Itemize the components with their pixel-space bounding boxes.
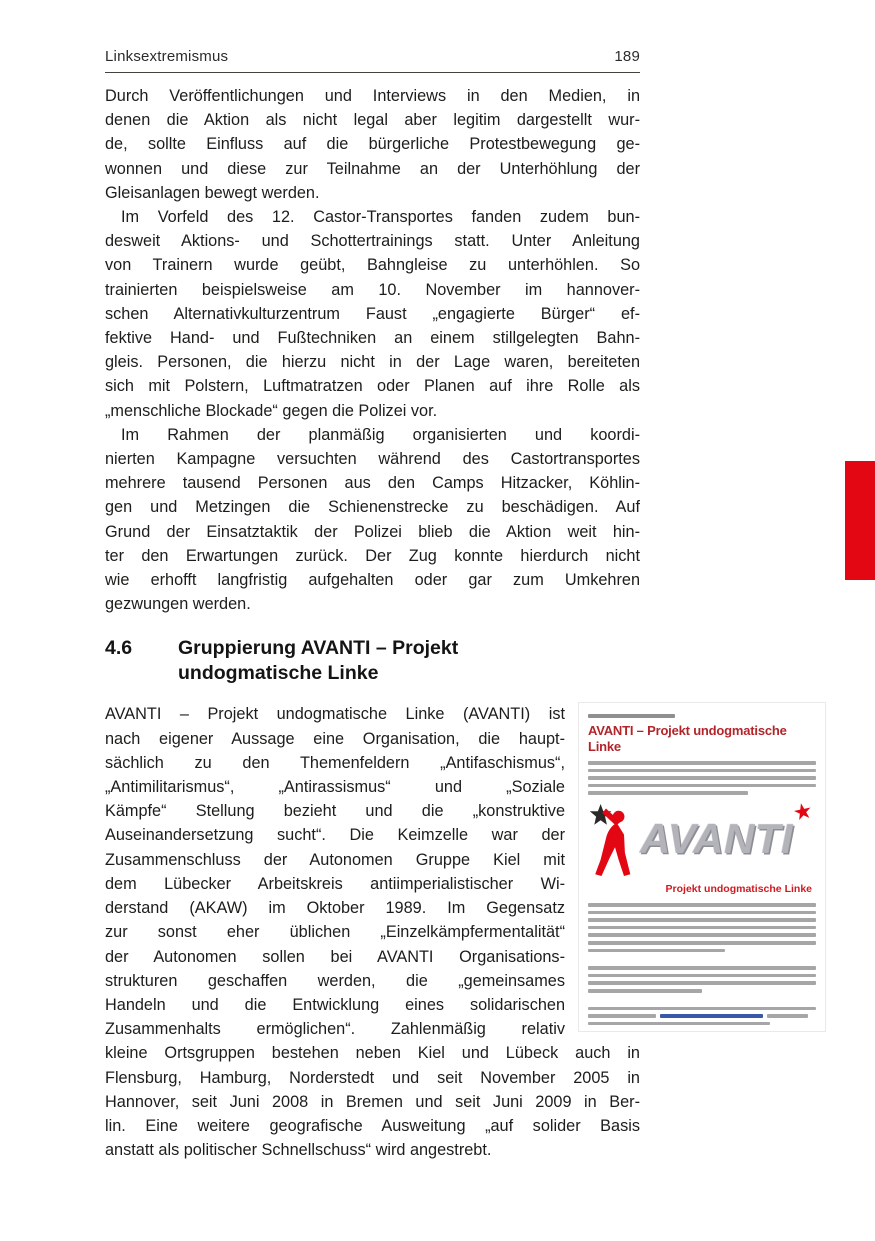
figure-logo-caption: Projekt undogmatische Linke [665, 883, 812, 896]
figure-text-line-placeholder [588, 1014, 816, 1018]
figure-text-line-placeholder [588, 791, 748, 795]
body-paragraph [105, 205, 640, 423]
figure-text-segment [588, 1014, 656, 1018]
text-line: gen und Metzingen die Schienenstrecke zu beschädigen. Auf [105, 498, 640, 517]
text-line: Flensburg, Hamburg, Norderstedt und seit November 2005 in [105, 1068, 640, 1087]
figure-text-line-placeholder [588, 966, 816, 970]
page-number: 189 [614, 48, 640, 65]
figure-text-line-placeholder [588, 981, 816, 985]
figure-link-placeholder [660, 1014, 763, 1018]
avanti-section [105, 702, 826, 1041]
text-line: schen Alternativkulturzentrum Faust „engagierte Bürger“ ef- [105, 304, 640, 323]
text-line: „menschliche Blockade“ gegen die Polizei vor. [105, 401, 438, 420]
text-line: ter den Erwartungen zurück. Der Zug konnte hierdurch nicht [105, 546, 640, 565]
text-line: Auseinandersetzung sucht“. Die Keimzelle war der [105, 826, 565, 845]
figure-paragraph-gap [588, 956, 816, 962]
figure-text-line-placeholder [588, 933, 816, 937]
figure-text-line-placeholder [588, 714, 675, 718]
figure-text-segment [767, 1014, 808, 1018]
section-number: 4.6 [105, 637, 133, 660]
text-line: lin. Eine weitere geografische Ausweitung „auf solider Basis [105, 1116, 640, 1135]
figure-text-line-placeholder [588, 989, 702, 993]
text-line: Zusammenschluss der Autonomen Gruppe Kiel mit [105, 850, 565, 869]
text-line: Hannover, seit Juni 2008 in Bremen und seit Juni 2009 in Ber- [105, 1092, 640, 1111]
text-line: AVANTI – Projekt undogmatische Linke (AVANTI) ist [105, 705, 565, 724]
text-line: Im Rahmen der planmäßig organisierten und koordi- [121, 425, 640, 444]
text-line: gezwungen werden. [105, 595, 251, 614]
text-line: wonnen und diese zur Teilnahme an der Unterhöhlung der [105, 159, 640, 178]
text-line: der Autonomen sollen bei AVANTI Organisations- [105, 947, 565, 966]
text-line: de, sollte Einfluss auf die bürgerliche Protestbewegung ge- [105, 135, 640, 154]
text-line: mehrere tausend Personen aus den Camps Hitzacker, Köhlin- [105, 474, 640, 493]
figure-text-line-placeholder [588, 926, 816, 930]
text-line: Kämpfe“ Stellung bezieht und die „konstruktive [105, 802, 565, 821]
text-line: zur sonst eher üblichen „Einzelkämpfermentalität“ [105, 923, 565, 942]
figure-text-line-placeholder [588, 784, 816, 788]
section-title-line: Gruppierung AVANTI – Projekt [178, 637, 459, 660]
text-line: anstatt als politischer Schnellschuss“ wird angestrebt. [105, 1141, 492, 1160]
text-line: Grund der Einsatztaktik der Polizei blieb die Aktion weit hin- [105, 522, 640, 541]
text-line: kleine Ortsgruppen bestehen neben Kiel und Lübeck auch in [105, 1044, 640, 1063]
body-paragraph [105, 423, 640, 617]
text-line: trainierten beispielsweise am 10. November im hannover- [105, 280, 640, 299]
section-heading [105, 636, 826, 686]
body-paragraph [105, 84, 640, 205]
text-line: wie erhofft langfristig aufgehalten oder gar zum Umkehren [105, 571, 640, 590]
figure-text-line-placeholder [588, 903, 816, 907]
text-line: gleis. Personen, die hierzu nicht in der Lage waren, bereiteten [105, 353, 640, 372]
text-line: strukturen geschaffen werden, die „gemeinsames [105, 971, 565, 990]
text-line: derstand (AKAW) im Oktober 1989. Im Gegensatz [105, 899, 565, 918]
text-line: dem Lübecker Arbeitskreis antiimperialistischer Wi- [105, 874, 565, 893]
figure-paragraph-gap [588, 997, 816, 1003]
figure-text-line-placeholder [588, 974, 816, 978]
chapter-tab [845, 461, 875, 580]
text-line: nach eigener Aussage eine Organisation, die haupt- [105, 729, 565, 748]
figure-text-line-placeholder [588, 949, 725, 953]
text-line: sächlich zu den Themenfeldern „Antifaschismus“, [105, 753, 565, 772]
text-line: sich mit Polstern, Luftmatratzen oder Planen auf ihre Rolle als [105, 377, 640, 396]
figure-text-line-placeholder [588, 769, 816, 773]
page-content [105, 84, 826, 1162]
figure-text-line-placeholder [588, 776, 816, 780]
text-line: nierten Kampagne versuchten während des Castortransportes [105, 450, 640, 469]
avanti-website-screenshot [578, 702, 826, 1032]
running-title: Linksextremismus [105, 48, 229, 65]
avanti-logo-person-icon [588, 801, 642, 879]
text-line: Durch Veröffentlichungen und Interviews in den Medien, in [105, 87, 640, 105]
avanti-logo [588, 799, 816, 881]
star-icon: ★ [790, 797, 816, 826]
figure-heading-line: AVANTI – Projekt undogmatische [588, 723, 787, 739]
text-line: denen die Aktion als nicht legal aber legitim dargestellt wur- [105, 111, 640, 130]
page-header [105, 48, 640, 73]
body-paragraph [105, 702, 565, 1041]
text-line: „Antimilitarismus“, „Antirassismus“ und „Soziale [105, 778, 565, 797]
section-title-line: undogmatische Linke [178, 662, 379, 685]
figure-text-line-placeholder [588, 1007, 816, 1011]
figure-text-line-placeholder [588, 911, 816, 915]
body-paragraph [105, 1041, 640, 1162]
figure-text-line-placeholder [588, 1022, 770, 1026]
text-line: Handeln und die Entwicklung eines solidarischen [105, 995, 565, 1014]
figure-text-line-placeholder [588, 941, 816, 945]
text-line: desweit Aktions- und Schottertrainings statt. Unter Anleitung [105, 232, 640, 251]
figure-text-line-placeholder [588, 761, 816, 765]
text-line: Zusammenhalts ermöglichen“. Zahlenmäßig relativ [105, 1020, 565, 1039]
avanti-logo-word: AVANTI [640, 815, 794, 863]
figure-heading [588, 723, 816, 754]
text-line: von Trainern wurde geübt, Bahngleise zu unterhöhlen. So [105, 256, 640, 275]
text-line: fektive Hand- und Fußtechniken an einem stillgelegten Bahn- [105, 329, 640, 348]
section-title [178, 636, 458, 686]
figure-text-line-placeholder [588, 918, 816, 922]
text-line: Gleisanlagen bewegt werden. [105, 183, 320, 202]
text-line: Im Vorfeld des 12. Castor-Transportes fanden zudem bun- [121, 208, 640, 227]
figure-heading-line: Linke [588, 738, 621, 754]
